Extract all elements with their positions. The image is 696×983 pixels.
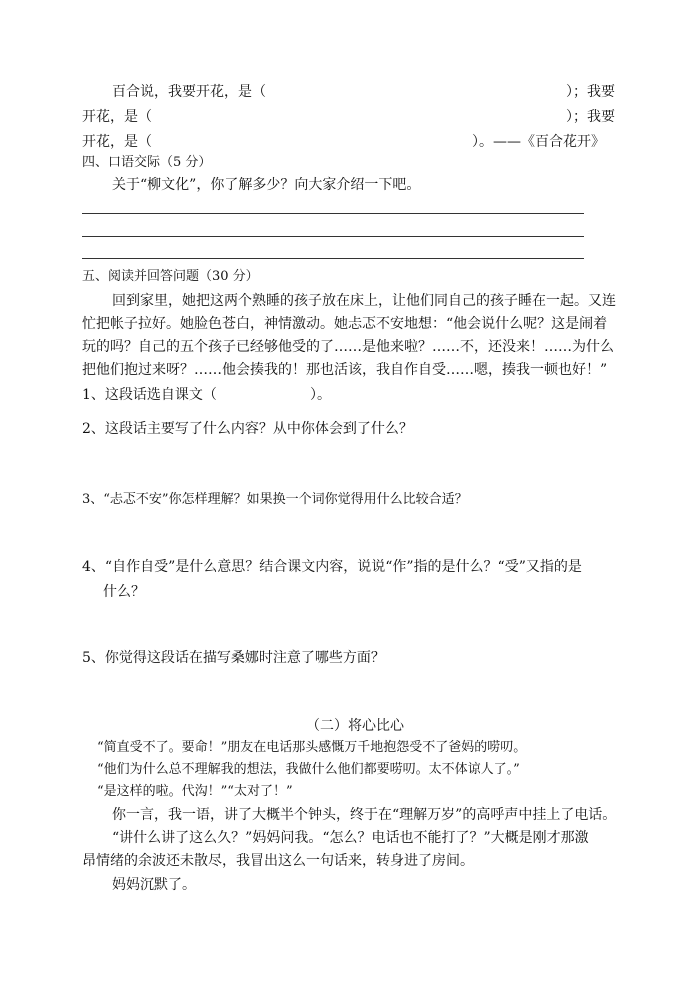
passage-line-1: 回到家里，她把这两个熟睡的孩子放在床上，让他们同自己的孩子睡在一起。又连 (112, 293, 616, 309)
story-line-5: “讲什么讲了这么久？”妈妈问我。“怎么？电话也不能打了？”大概是刚才那激 (112, 830, 589, 846)
story-line-6: 昂情绪的余波还未散尽，我冒出这么一句话来，转身进了房间。 (82, 853, 474, 869)
story-line-4: 你一言，我一语，讲了大概半个钟头，终于在“理解万岁”的高呼声中挂上了电话。 (112, 807, 617, 823)
question-5: 5、你觉得这段话在描写桑娜时注意了哪些方面？ (82, 650, 385, 666)
story-line-7: 妈妈沉默了。 (112, 877, 196, 893)
answer-line-1 (82, 213, 584, 214)
question-3: 3、“忐忑不安”你怎样理解？如果换一个词你觉得用什么比较合适？ (82, 492, 468, 507)
answer-line-3 (82, 258, 584, 259)
passage-line-3: 玩的吗？自己的五个孩子已经够他受的了……是他来啦？……不，还没来！……为什么 (82, 339, 614, 355)
section-4-heading: 四、口语交际（5 分） (82, 155, 212, 170)
section-5-heading: 五、阅读并回答问题（30 分） (82, 269, 259, 284)
story-line-3: “是这样的啦。代沟！”“太对了！” (97, 784, 293, 799)
fill-line-2-end: ）；我要 (566, 109, 615, 125)
section-4-prompt: 关于“柳文化”，你了解多少？向大家介绍一下吧。 (112, 177, 421, 193)
question-2: 2、这段话主要写了什么内容？从中你体会到了什么？ (82, 421, 413, 437)
question-1-start: 1、这段话选自课文（ (82, 387, 217, 403)
passage-line-2: 忙把帐子拉好。她脸色苍白，神情激动。她忐忑不安地想：“他会说什么呢？这是闹着 (82, 316, 608, 332)
story-line-2: “他们为什么总不理解我的想法，我做什么他们都要唠叨。太不体谅人了。” (97, 762, 520, 777)
fill-line-1-end: ）；我要 (566, 84, 615, 100)
fill-line-3-start: 开花，是（ (82, 134, 152, 150)
fill-line-1-start: 百合说，我要开花，是（ (112, 84, 266, 100)
passage-line-4: 把他们抱过来呀？……他会揍我的！那也活该，我自作自受……嗯，揍我一顿也好！” (82, 362, 608, 378)
fill-line-2-start: 开花，是（ (82, 109, 152, 125)
question-1-end: ）。 (310, 387, 331, 403)
fill-line-3-end: ）。——《百合花开》 (472, 134, 605, 150)
story-title: （二）将心比心 (306, 718, 404, 734)
story-line-1: “简直受不了。要命！”朋友在电话那头感慨万千地抱怨受不了爸妈的唠叨。 (97, 740, 527, 755)
question-4-line-1: 4、“自作自受”是什么意思？结合课文内容，说说“作”指的是什么？“受”又指的是 (82, 559, 582, 575)
answer-line-2 (82, 236, 584, 237)
question-4-line-2: 什么？ (103, 584, 145, 600)
